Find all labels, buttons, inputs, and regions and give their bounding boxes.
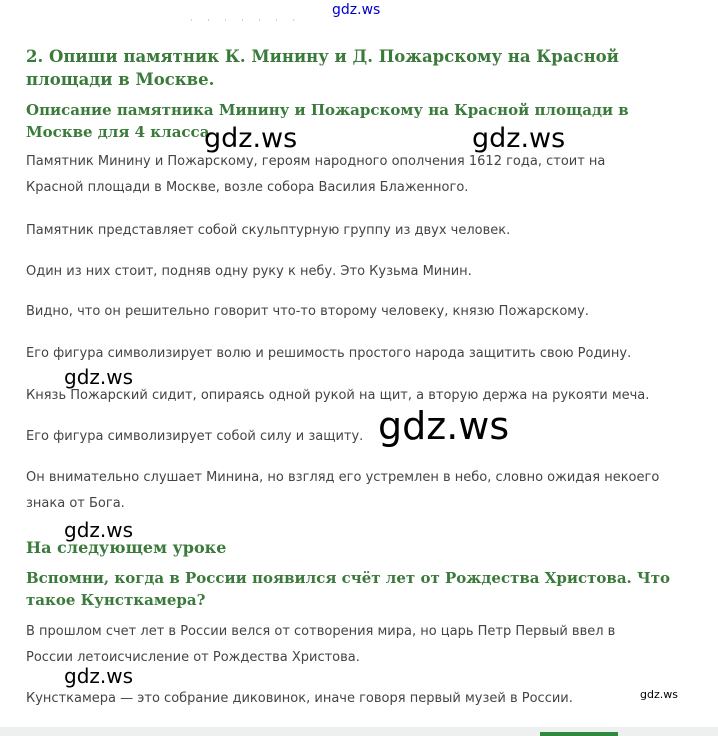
next-lesson-question-line1: Вспомни, когда в России появился счёт лет от Рождества Христова. Что — [26, 569, 670, 587]
cropped-text-fragment: · · · · · · · — [190, 16, 302, 25]
watermark: gdz.ws — [64, 518, 134, 542]
next-lesson-paragraph-1-line1: В прошлом счет лет в России велся от сотворения мира, но царь Петр Первый ввел в — [26, 624, 616, 639]
paragraph-2: Памятник представляет собой скульптурную группу из двух человек. — [26, 223, 511, 238]
next-lesson-paragraph-2: Кунсткамера — это собрание диковинок, иначе говоря первый музей в России. — [26, 691, 573, 706]
paragraph-1 — [26, 149, 605, 201]
next-lesson-heading: На следующем уроке — [26, 538, 227, 557]
task-title — [26, 45, 619, 91]
paragraph-1-line1: Памятник Минину и Пожарскому, героям народного ополчения 1612 года, стоит на — [26, 154, 606, 169]
answer-subtitle-line2: Москве для 4 класса — [26, 123, 210, 141]
task-title-line2: площади в Москве. — [26, 70, 215, 89]
next-lesson-paragraph-1-line2: России летоисчисление от Рождества Христова. — [26, 650, 360, 665]
paragraph-7: Его фигура символизирует собой силу и защиту. — [26, 429, 364, 444]
next-lesson-question-line2: такое Кунсткамера? — [26, 591, 206, 609]
answer-subtitle-line1: Описание памятника Минину и Пожарскому на Красной площади в — [26, 101, 629, 119]
next-lesson-question — [26, 567, 670, 611]
paragraph-6: Князь Пожарский сидит, опираясь одной рукой на щит, а вторую держа на рукояти меча. — [26, 388, 650, 403]
bottom-accent-tab[interactable] — [540, 732, 618, 736]
paragraph-5: Его фигура символизирует волю и решимость простого народа защитить свою Родину. — [26, 346, 632, 361]
paragraph-8 — [26, 465, 659, 517]
watermark-top: gdz.ws — [332, 2, 381, 18]
paragraph-3: Один из них стоит, подняв одну руку к небу. Это Кузьма Минин. — [26, 264, 472, 279]
watermark: gdz.ws — [204, 123, 298, 154]
watermark: gdz.ws — [378, 404, 510, 448]
watermark: gdz.ws — [472, 123, 566, 154]
task-title-line1: 2. Опиши памятник К. Минину и Д. Пожарскому на Красной — [26, 47, 619, 66]
paragraph-8-line2: знака от Бога. — [26, 496, 125, 511]
paragraph-1-line2: Красной площади в Москве, возле собора Василия Блаженного. — [26, 180, 469, 195]
watermark-small: gdz.ws — [640, 688, 678, 701]
watermark: gdz.ws — [64, 664, 134, 688]
watermark: gdz.ws — [64, 365, 134, 389]
paragraph-4: Видно, что он решительно говорит что-то второму человеку, князю Пожарскому. — [26, 304, 589, 319]
paragraph-8-line1: Он внимательно слушает Минина, но взгляд его устремлен в небо, словно ожидая некоего — [26, 470, 660, 485]
